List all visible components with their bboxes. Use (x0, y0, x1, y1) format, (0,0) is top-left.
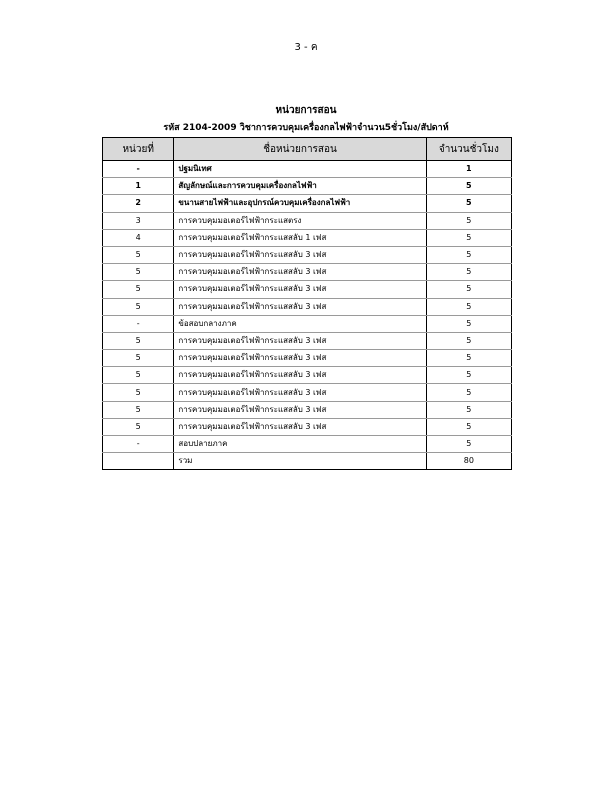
unit-number-cell: - (103, 436, 174, 453)
hours-cell: 5 (426, 281, 511, 298)
unit-number-cell: 5 (103, 298, 174, 315)
teaching-units-table (102, 137, 512, 470)
unit-name-cell: สอบปลายภาค (174, 436, 426, 453)
table-row (103, 246, 512, 263)
table-row (103, 436, 512, 453)
table-row (103, 195, 512, 212)
table-row (103, 453, 512, 470)
unit-number-cell: 5 (103, 367, 174, 384)
hours-cell: 5 (426, 418, 511, 435)
table-header-row (103, 138, 512, 161)
hours-cell: 5 (426, 332, 511, 349)
table-row (103, 264, 512, 281)
unit-name-cell: การควบคุมมอเตอร์ไฟฟ้ากระแสสลับ 3 เฟส (174, 350, 426, 367)
hours-cell: 5 (426, 298, 511, 315)
table-row (103, 315, 512, 332)
unit-number-cell: 5 (103, 384, 174, 401)
header-hours: จำนวนชั่วโมง (426, 138, 511, 161)
document-subtitle: รหัส 2104-2009 วิชาการควบคุมเครื่องกลไฟฟ้าจำนวน5ชั่วโมง/สัปดาห์ (163, 123, 449, 133)
unit-number-cell: - (103, 161, 174, 178)
table-row (103, 161, 512, 178)
unit-number-cell: 5 (103, 418, 174, 435)
hours-cell: 5 (426, 264, 511, 281)
table-row (103, 229, 512, 246)
table-row (103, 298, 512, 315)
unit-name-cell: การควบคุมมอเตอร์ไฟฟ้ากระแสตรง (174, 212, 426, 229)
unit-name-cell: การควบคุมมอเตอร์ไฟฟ้ากระแสสลับ 3 เฟส (174, 401, 426, 418)
hours-cell: 5 (426, 315, 511, 332)
unit-name-cell: ขนานสายไฟฟ้าและอุปกรณ์ควบคุมเครื่องกลไฟฟ้า (174, 195, 426, 212)
header-unit-number: หน่วยที่ (103, 138, 174, 161)
unit-number-cell: 3 (103, 212, 174, 229)
unit-number-cell (103, 453, 174, 470)
table-row (103, 212, 512, 229)
unit-name-cell: ปฐมนิเทศ (174, 161, 426, 178)
table-row (103, 332, 512, 349)
unit-name-cell: การควบคุมมอเตอร์ไฟฟ้ากระแสสลับ 3 เฟส (174, 332, 426, 349)
unit-name-cell: การควบคุมมอเตอร์ไฟฟ้ากระแสสลับ 3 เฟส (174, 384, 426, 401)
table-row (103, 281, 512, 298)
table-row (103, 401, 512, 418)
unit-name-cell: การควบคุมมอเตอร์ไฟฟ้ากระแสสลับ 3 เฟส (174, 264, 426, 281)
unit-name-cell: รวม (174, 453, 426, 470)
hours-cell: 5 (426, 401, 511, 418)
unit-number-cell: 5 (103, 264, 174, 281)
unit-number-cell: - (103, 315, 174, 332)
hours-cell: 80 (426, 453, 511, 470)
table-row (103, 384, 512, 401)
hours-cell: 5 (426, 178, 511, 195)
unit-name-cell: การควบคุมมอเตอร์ไฟฟ้ากระแสสลับ 1 เฟส (174, 229, 426, 246)
unit-name-cell: การควบคุมมอเตอร์ไฟฟ้ากระแสสลับ 3 เฟส (174, 246, 426, 263)
document-title: หน่วยการสอน (275, 105, 337, 116)
unit-number-cell: 2 (103, 195, 174, 212)
unit-name-cell: การควบคุมมอเตอร์ไฟฟ้ากระแสสลับ 3 เฟส (174, 367, 426, 384)
header-unit-name: ชื่อหน่วยการสอน (174, 138, 426, 161)
hours-cell: 5 (426, 246, 511, 263)
unit-name-cell: การควบคุมมอเตอร์ไฟฟ้ากระแสสลับ 3 เฟส (174, 418, 426, 435)
unit-name-cell: การควบคุมมอเตอร์ไฟฟ้ากระแสสลับ 3 เฟส (174, 281, 426, 298)
table-row (103, 418, 512, 435)
hours-cell: 5 (426, 229, 511, 246)
page-number: 3 - ค (294, 42, 318, 53)
unit-name-cell: สัญลักษณ์และการควบคุมเครื่องกลไฟฟ้า (174, 178, 426, 195)
unit-number-cell: 5 (103, 350, 174, 367)
hours-cell: 1 (426, 161, 511, 178)
hours-cell: 5 (426, 384, 511, 401)
table-row (103, 367, 512, 384)
unit-number-cell: 1 (103, 178, 174, 195)
hours-cell: 5 (426, 350, 511, 367)
unit-number-cell: 5 (103, 401, 174, 418)
unit-number-cell: 5 (103, 246, 174, 263)
hours-cell: 5 (426, 436, 511, 453)
unit-number-cell: 5 (103, 332, 174, 349)
table-row (103, 350, 512, 367)
hours-cell: 5 (426, 212, 511, 229)
unit-name-cell: การควบคุมมอเตอร์ไฟฟ้ากระแสสลับ 3 เฟส (174, 298, 426, 315)
hours-cell: 5 (426, 195, 511, 212)
unit-name-cell: ข้อสอบกลางภาค (174, 315, 426, 332)
unit-number-cell: 5 (103, 281, 174, 298)
hours-cell: 5 (426, 367, 511, 384)
table-row (103, 178, 512, 195)
unit-number-cell: 4 (103, 229, 174, 246)
